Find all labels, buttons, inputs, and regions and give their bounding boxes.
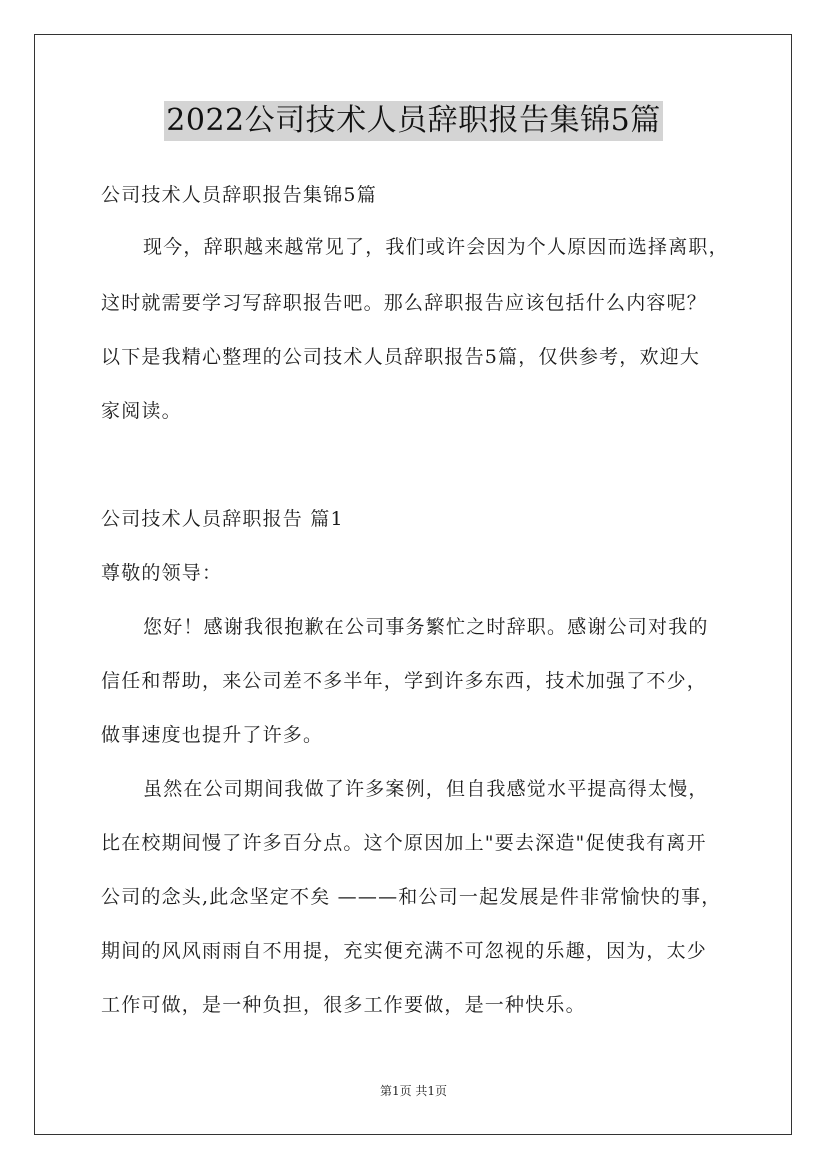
body-line: 信任和帮助，来公司差不多半年，学到许多东西，技术加强了不少， [101,670,708,692]
section-heading: 公司技术人员辞职报告 篇1 [101,508,344,530]
body-line: 公司的念头,此念坚定不矣 ———和公司一起发展是件非常愉快的事， [101,886,722,908]
body-line: 工作可做，是一种负担，很多工作要做，是一种快乐。 [101,994,586,1016]
body-line: 比在校期间慢了许多百分点。这个原因加上"要去深造"促使我有离开 [101,832,707,854]
body-line: 做事速度也提升了许多。 [101,724,324,746]
intro-line: 家阅读。 [101,400,182,422]
title-block [0,101,827,141]
salutation: 尊敬的领导： [101,562,223,584]
intro-line: 现今，辞职越来越常见了，我们或许会因为个人原因而选择离职， [143,236,729,258]
page-footer: 第1页 共1页 [379,1084,448,1098]
intro-line: 以下是我精心整理的公司技术人员辞职报告5篇，仅供参考，欢迎大 [101,346,701,368]
body-line: 您好！感谢我很抱歉在公司事务繁忙之时辞职。感谢公司对我的 [143,616,709,638]
body-line: 虽然在公司期间我做了许多案例，但自我感觉水平提高得太慢， [143,778,709,800]
body-line: 期间的风风雨雨自不用提，充实便充满不可忽视的乐趣，因为，太少 [101,940,708,962]
intro-line: 这时就需要学习写辞职报告吧。那么辞职报告应该包括什么内容呢？ [101,292,708,314]
subtitle: 公司技术人员辞职报告集锦5篇 [101,184,377,206]
document-title: 2022公司技术人员辞职报告集锦5篇 [164,101,662,141]
